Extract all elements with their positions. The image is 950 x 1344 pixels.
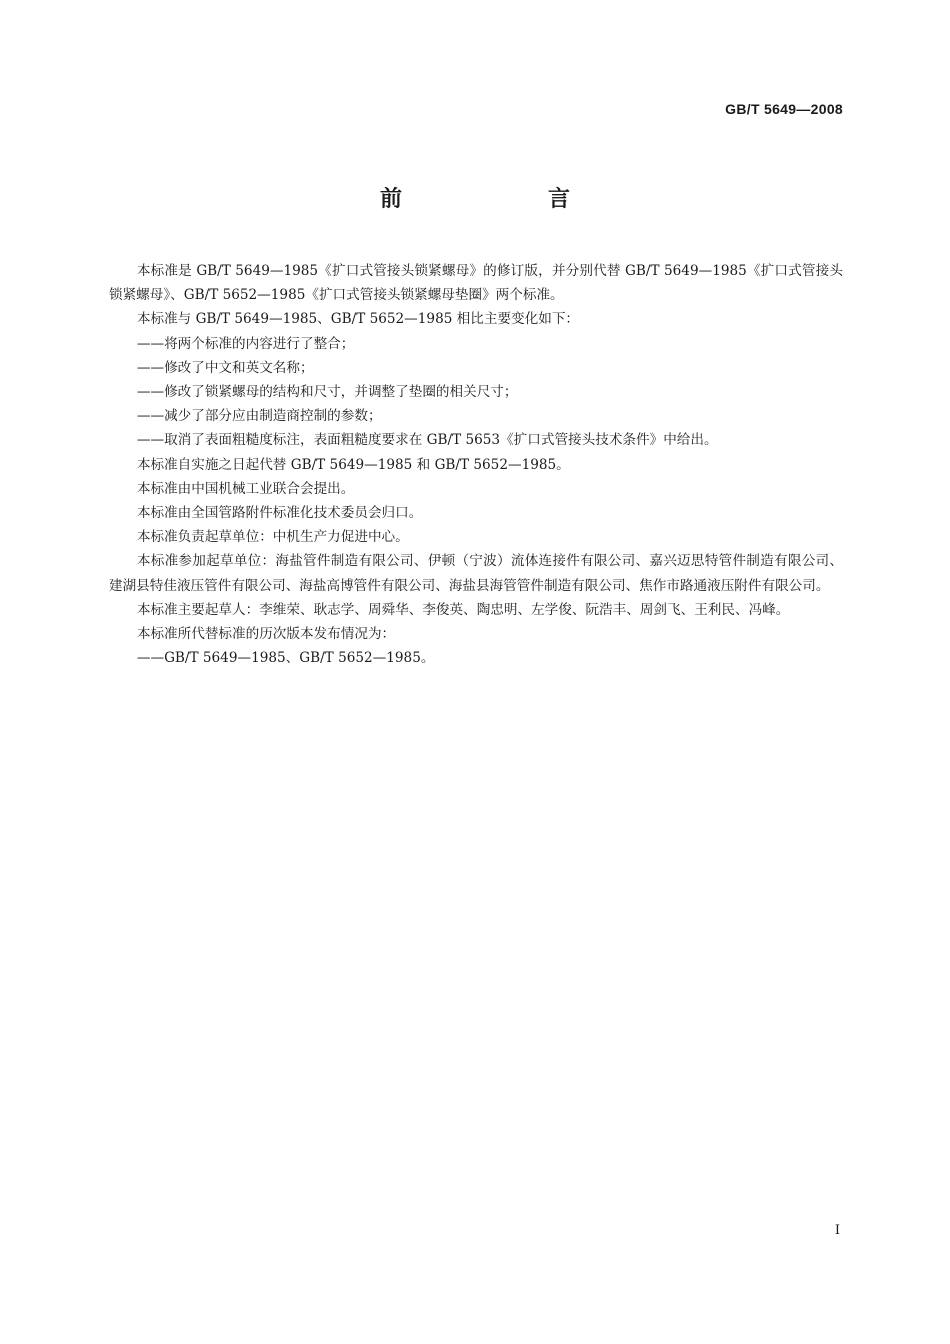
list-item-change: ——减少了部分应由制造商控制的参数； [136,408,382,425]
paragraph-replacement: 本标准自实施之日起代替 GB/T 5649—1985 和 GB/T 5652—1985。 [136,456,570,473]
paragraph-drafting-unit: 本标准负责起草单位：中机生产力促进中心。 [136,529,409,546]
list-item-change: ——修改了中文和英文名称； [136,359,314,376]
paragraph-main-drafters: 本标准主要起草人：李维荣、耿志学、周舜华、李俊英、陶忠明、左学俊、阮浩丰、周剑飞、王利民、冯峰。 [136,601,790,618]
paragraph-responsible-committee: 本标准由全国管路附件标准化技术委员会归口。 [136,505,423,522]
list-item-change: ——修改了锁紧螺母的结构和尺寸，并调整了垫圈的相关尺寸； [136,384,518,401]
paragraph-participating-units: 本标准参加起草单位：海盐管件制造有限公司、伊顿（宁波）流体连接件有限公司、嘉兴迈思特管件制造有限公司、建湖县特佳液压管件有限公司、海盐高博管件有限公司、海盐县海管管件制造有限公司、焦作市路通液压附件有限公司。 [109,553,843,594]
paragraph-changes-heading: 本标准与 GB/T 5649—1985、GB/T 5652—1985 相比主要变化如下： [136,311,580,328]
paragraph-history-heading: 本标准所代替标准的历次版本发布情况为： [136,626,396,643]
page-number: I [834,1223,840,1238]
list-item-change: ——取消了表面粗糙度标注，表面粗糙度要求在 GB/T 5653《扩口式管接头技术条件》中给出。 [136,432,718,449]
paragraph-proposer: 本标准由中国机械工业联合会提出。 [136,480,355,497]
list-item-history: ——GB/T 5649—1985、GB/T 5652—1985。 [136,650,435,667]
standard-code: GB/T 5649—2008 [725,101,843,117]
document-body [109,259,843,670]
page-title: 前 言 [379,187,632,212]
list-item-change: ——将两个标准的内容进行了整合； [136,335,355,352]
paragraph-intro: 本标准是 GB/T 5649—1985《扩口式管接头锁紧螺母》的修订版，并分别代替 GB/T 5649—1985《扩口式管接头锁紧螺母》、GB/T 5652—1985《扩口式管接头锁紧螺母垫圈》两个标准。 [109,263,843,304]
